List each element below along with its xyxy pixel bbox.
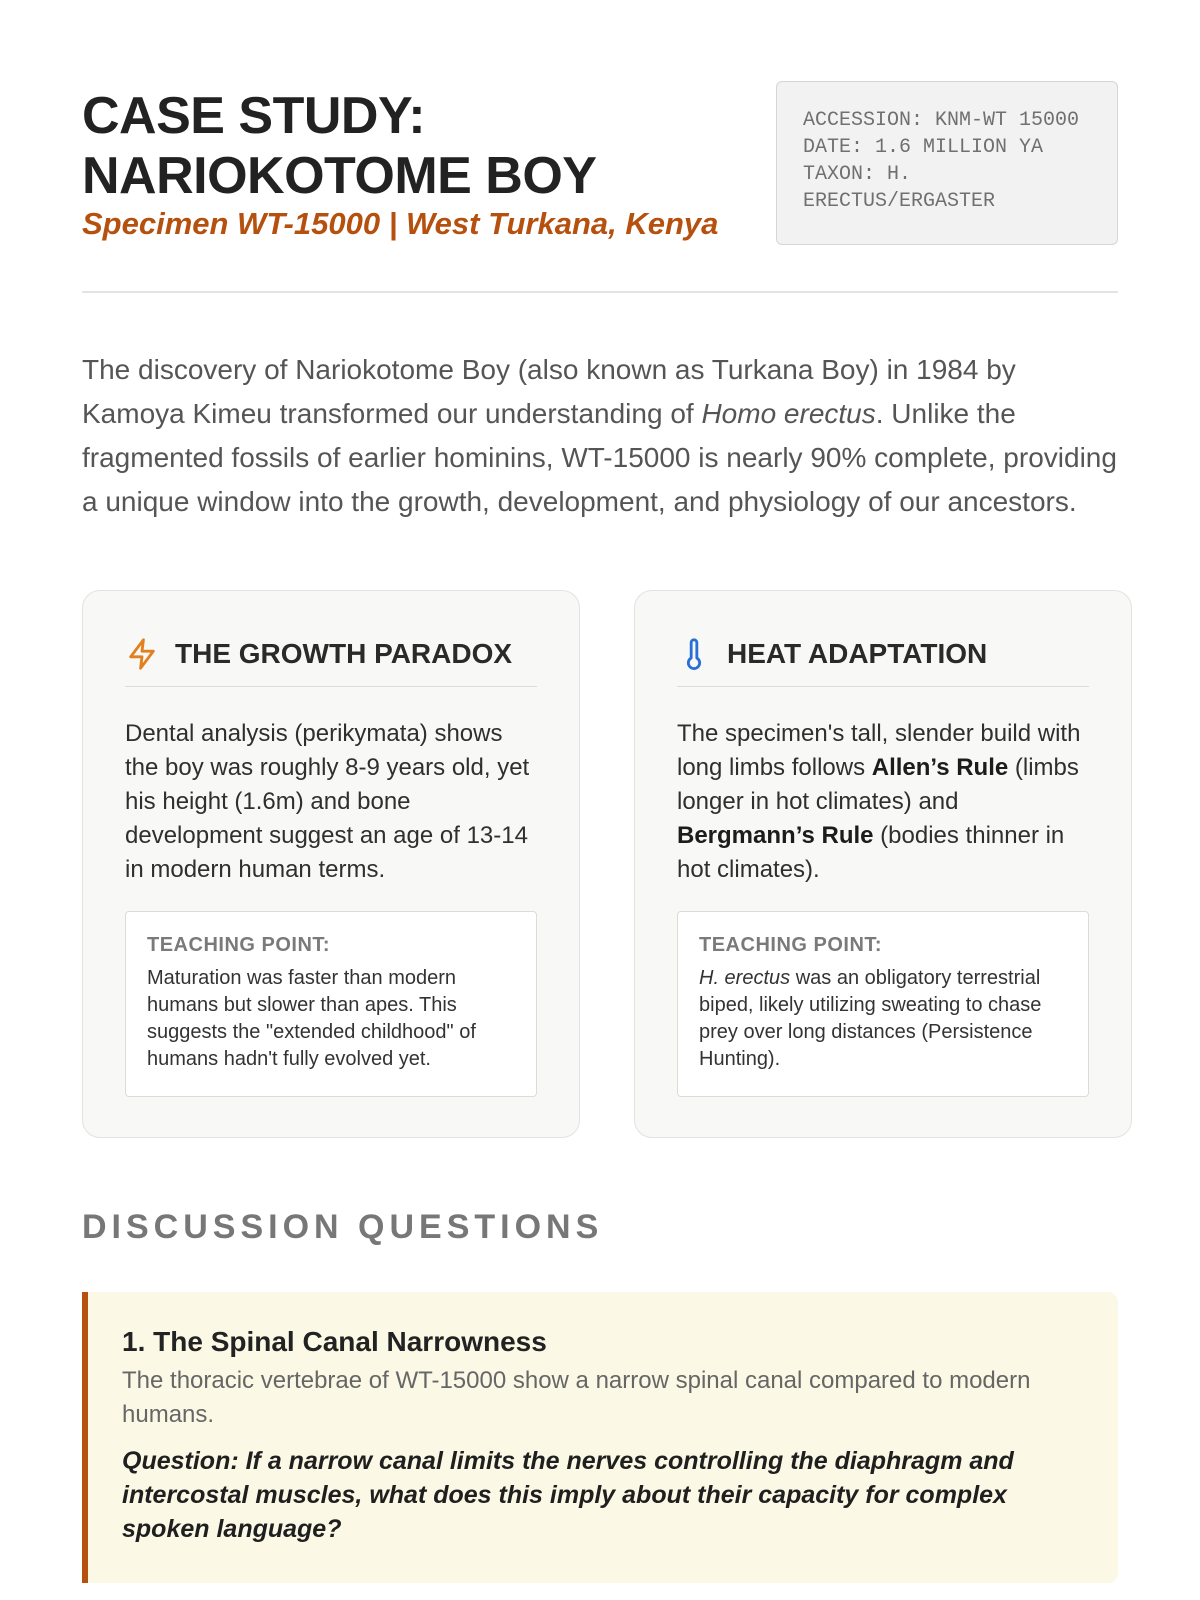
- discussion-question: [82, 1292, 1118, 1583]
- intro-paragraph: [82, 348, 1118, 524]
- question-prompt: Question: If a narrow canal limits the nerves controlling the diaphragm and intercostal muscles, what does this imply about their capacity for complex spoken language?: [122, 1447, 1014, 1543]
- teaching-point-rest: was an obligatory terrestrial biped, likely utilizing sweating to chase prey over long distances (Persistence Hunting).: [699, 967, 1042, 1070]
- card-title: THE GROWTH PARADOX: [175, 637, 513, 669]
- teaching-point-text: Maturation was faster than modern humans but slower than apes. This suggests the "extended childhood" of humans hadn't fully evolved yet.: [147, 967, 476, 1070]
- question-description: The thoracic vertebrae of WT-15000 show a narrow spinal canal compared to modern humans.: [122, 1367, 1031, 1428]
- header: [82, 78, 1118, 293]
- card-body-part2: (limbs longer in hot climates) and: [677, 754, 1079, 815]
- card-title: HEAT ADAPTATION: [727, 637, 988, 669]
- teaching-point-box: [677, 911, 1089, 1097]
- thermometer-icon: [677, 637, 711, 671]
- card-body: [677, 717, 1089, 887]
- card-header: [677, 631, 1089, 687]
- card-body-part3: (bodies thinner in hot climates).: [677, 822, 1065, 883]
- accession-value: ACCESSION: KNM-WT 15000: [803, 109, 1080, 132]
- teaching-point-label: TEACHING POINT:: [147, 934, 331, 956]
- card-body-part1: The specimen's tall, slender build with long limbs follows: [677, 720, 1081, 781]
- intro-text-part2: . Unlike the fragmented fossils of earlier hominins, WT-15000 is nearly 90% complete, providing a unique window into the growth, development, and physiology of our ancestors.: [82, 398, 1117, 517]
- page-title: CASE STUDY: NARIOKOTOME BOY: [82, 87, 597, 205]
- card-header: [125, 631, 537, 687]
- discussion-heading: DISCUSSION QUESTIONS: [82, 1208, 604, 1246]
- teaching-point-text: [699, 965, 1067, 1073]
- date-value: DATE: 1.6 MILLION YA: [803, 136, 1044, 159]
- taxon-value: TAXON: H. ERECTUS/ERGASTER: [803, 163, 996, 213]
- allens-rule: Allen’s Rule: [871, 754, 1009, 781]
- teaching-point-label: TEACHING POINT:: [699, 934, 883, 956]
- lightning-icon: [125, 637, 159, 671]
- teaching-point-box: [125, 911, 537, 1097]
- intro-text-part1: The discovery of Nariokotome Boy (also known as Turkana Boy) in 1984 by Kamoya Kimeu transformed our understanding of: [82, 354, 1016, 429]
- heat-adaptation-card: [634, 590, 1132, 1138]
- intro-species: Homo erectus: [701, 398, 876, 429]
- card-body: Dental analysis (perikymata) shows the boy was roughly 8-9 years old, yet his height (1.6m) and bone development suggest an age of 13-14 in modern human terms.: [125, 720, 530, 883]
- page-subtitle: Specimen WT-15000 | West Turkana, Kenya: [82, 206, 719, 241]
- specimen-metadata-box: [776, 81, 1118, 245]
- question-title: 1. The Spinal Canal Narrowness: [122, 1326, 547, 1357]
- growth-paradox-card: [82, 590, 580, 1138]
- bergmanns-rule: Bergmann’s Rule: [677, 822, 874, 849]
- teaching-species: H. erectus: [699, 967, 791, 989]
